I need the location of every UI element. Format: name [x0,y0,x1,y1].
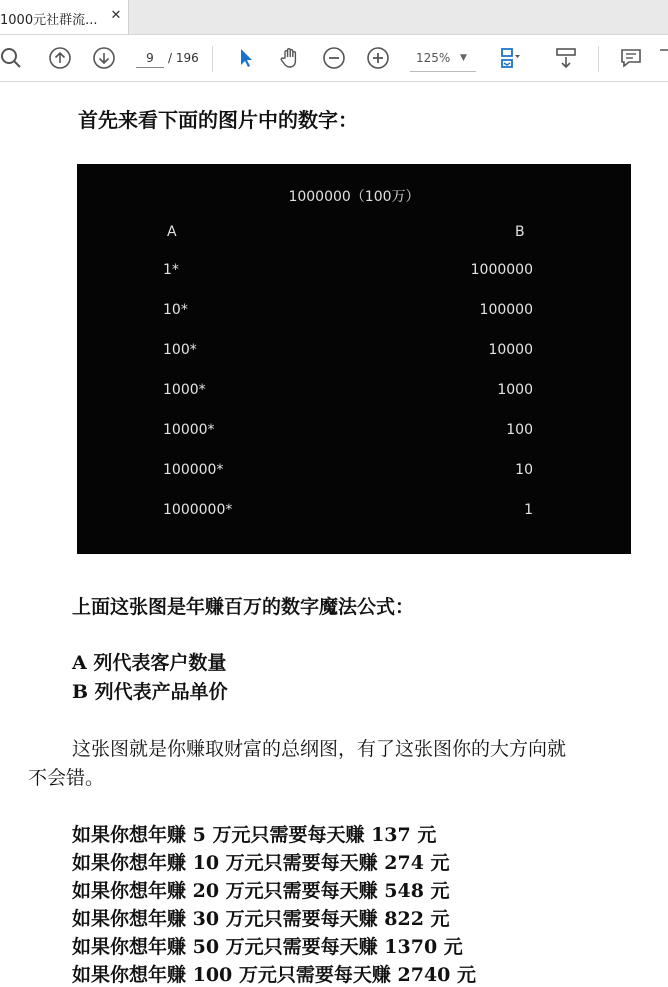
figure-cell-a: 10* [163,302,188,318]
zoom-search-icon[interactable] [0,46,24,70]
earning-line: 如果你想年赚 5 万元只需要每天赚 137 元 [72,824,437,846]
paragraph-line: 不会错。 [28,767,105,789]
toolbar [0,35,668,82]
figure-row [77,422,631,442]
figure-column-b-header: B [515,224,525,240]
figure-row [77,302,631,322]
figure-cell-b: 100 [506,422,533,438]
zoom-underline [410,71,476,72]
earning-line: 如果你想年赚 50 万元只需要每天赚 1370 元 [72,936,463,958]
earning-line: 如果你想年赚 30 万元只需要每天赚 822 元 [72,908,450,930]
figure-cell-a: 10000* [163,422,215,438]
zoom-level-select[interactable] [410,49,476,69]
figure-row [77,262,631,282]
section-heading: 首先来看下面的图片中的数字： [78,108,358,132]
next-page-button[interactable] [92,46,116,70]
select-cursor-icon[interactable] [234,46,258,70]
scroll-mode-icon[interactable] [554,46,578,70]
figure-row [77,342,631,362]
zoom-out-button[interactable] [322,46,346,70]
toolbar-divider [212,46,213,72]
figure-cell-a: 1000* [163,382,206,398]
figure-title: 1000000（100万） [288,189,420,205]
document-tab[interactable] [0,0,129,34]
figure-cell-b: 10 [515,462,533,478]
earning-line: 如果你想年赚 10 万元只需要每天赚 274 元 [72,852,450,874]
formula-figure [77,164,631,554]
figure-cell-b: 10000 [488,342,533,358]
previous-page-button[interactable] [48,46,72,70]
figure-cell-a: 1* [163,262,179,278]
figure-cell-b: 1000 [497,382,533,398]
column-b-description: B 列代表产品单价 [72,681,228,703]
more-tools-icon[interactable] [658,46,668,70]
figure-cell-a: 100* [163,342,197,358]
toolbar-divider [598,46,599,72]
figure-row [77,502,631,522]
chevron-down-icon: ▼ [460,53,467,63]
figure-cell-a: 1000000* [163,502,233,518]
comment-icon[interactable] [619,46,643,70]
hand-tool-icon[interactable] [278,46,302,70]
page-layout-icon[interactable] [498,46,522,70]
column-a-description: A 列代表客户数量 [72,652,227,674]
figure-column-a-header: A [167,224,177,240]
earning-line: 如果你想年赚 20 万元只需要每天赚 548 元 [72,880,450,902]
figure-row [77,382,631,402]
document-page [0,82,668,986]
figure-cell-b: 1000000 [470,262,533,278]
figure-row [77,462,631,482]
close-tab-icon[interactable]: ✕ [110,8,122,23]
zoom-value: 125% [416,51,451,65]
page-number-input[interactable] [136,49,164,68]
formula-title: 上面这张图是年赚百万的数字魔法公式： [72,596,415,618]
paragraph-line: 这张图就是你赚取财富的总纲图，有了这张图你的大方向就 [72,738,567,760]
figure-cell-b: 100000 [479,302,533,318]
zoom-in-button[interactable] [366,46,390,70]
figure-cell-a: 100000* [163,462,224,478]
tab-title: 1000元社群流... [0,13,98,28]
figure-cell-b: 1 [524,502,533,518]
page-total: / 196 [168,51,199,65]
earning-line: 如果你想年赚 100 万元只需要每天赚 2740 元 [72,964,477,986]
tab-bar [0,0,668,35]
